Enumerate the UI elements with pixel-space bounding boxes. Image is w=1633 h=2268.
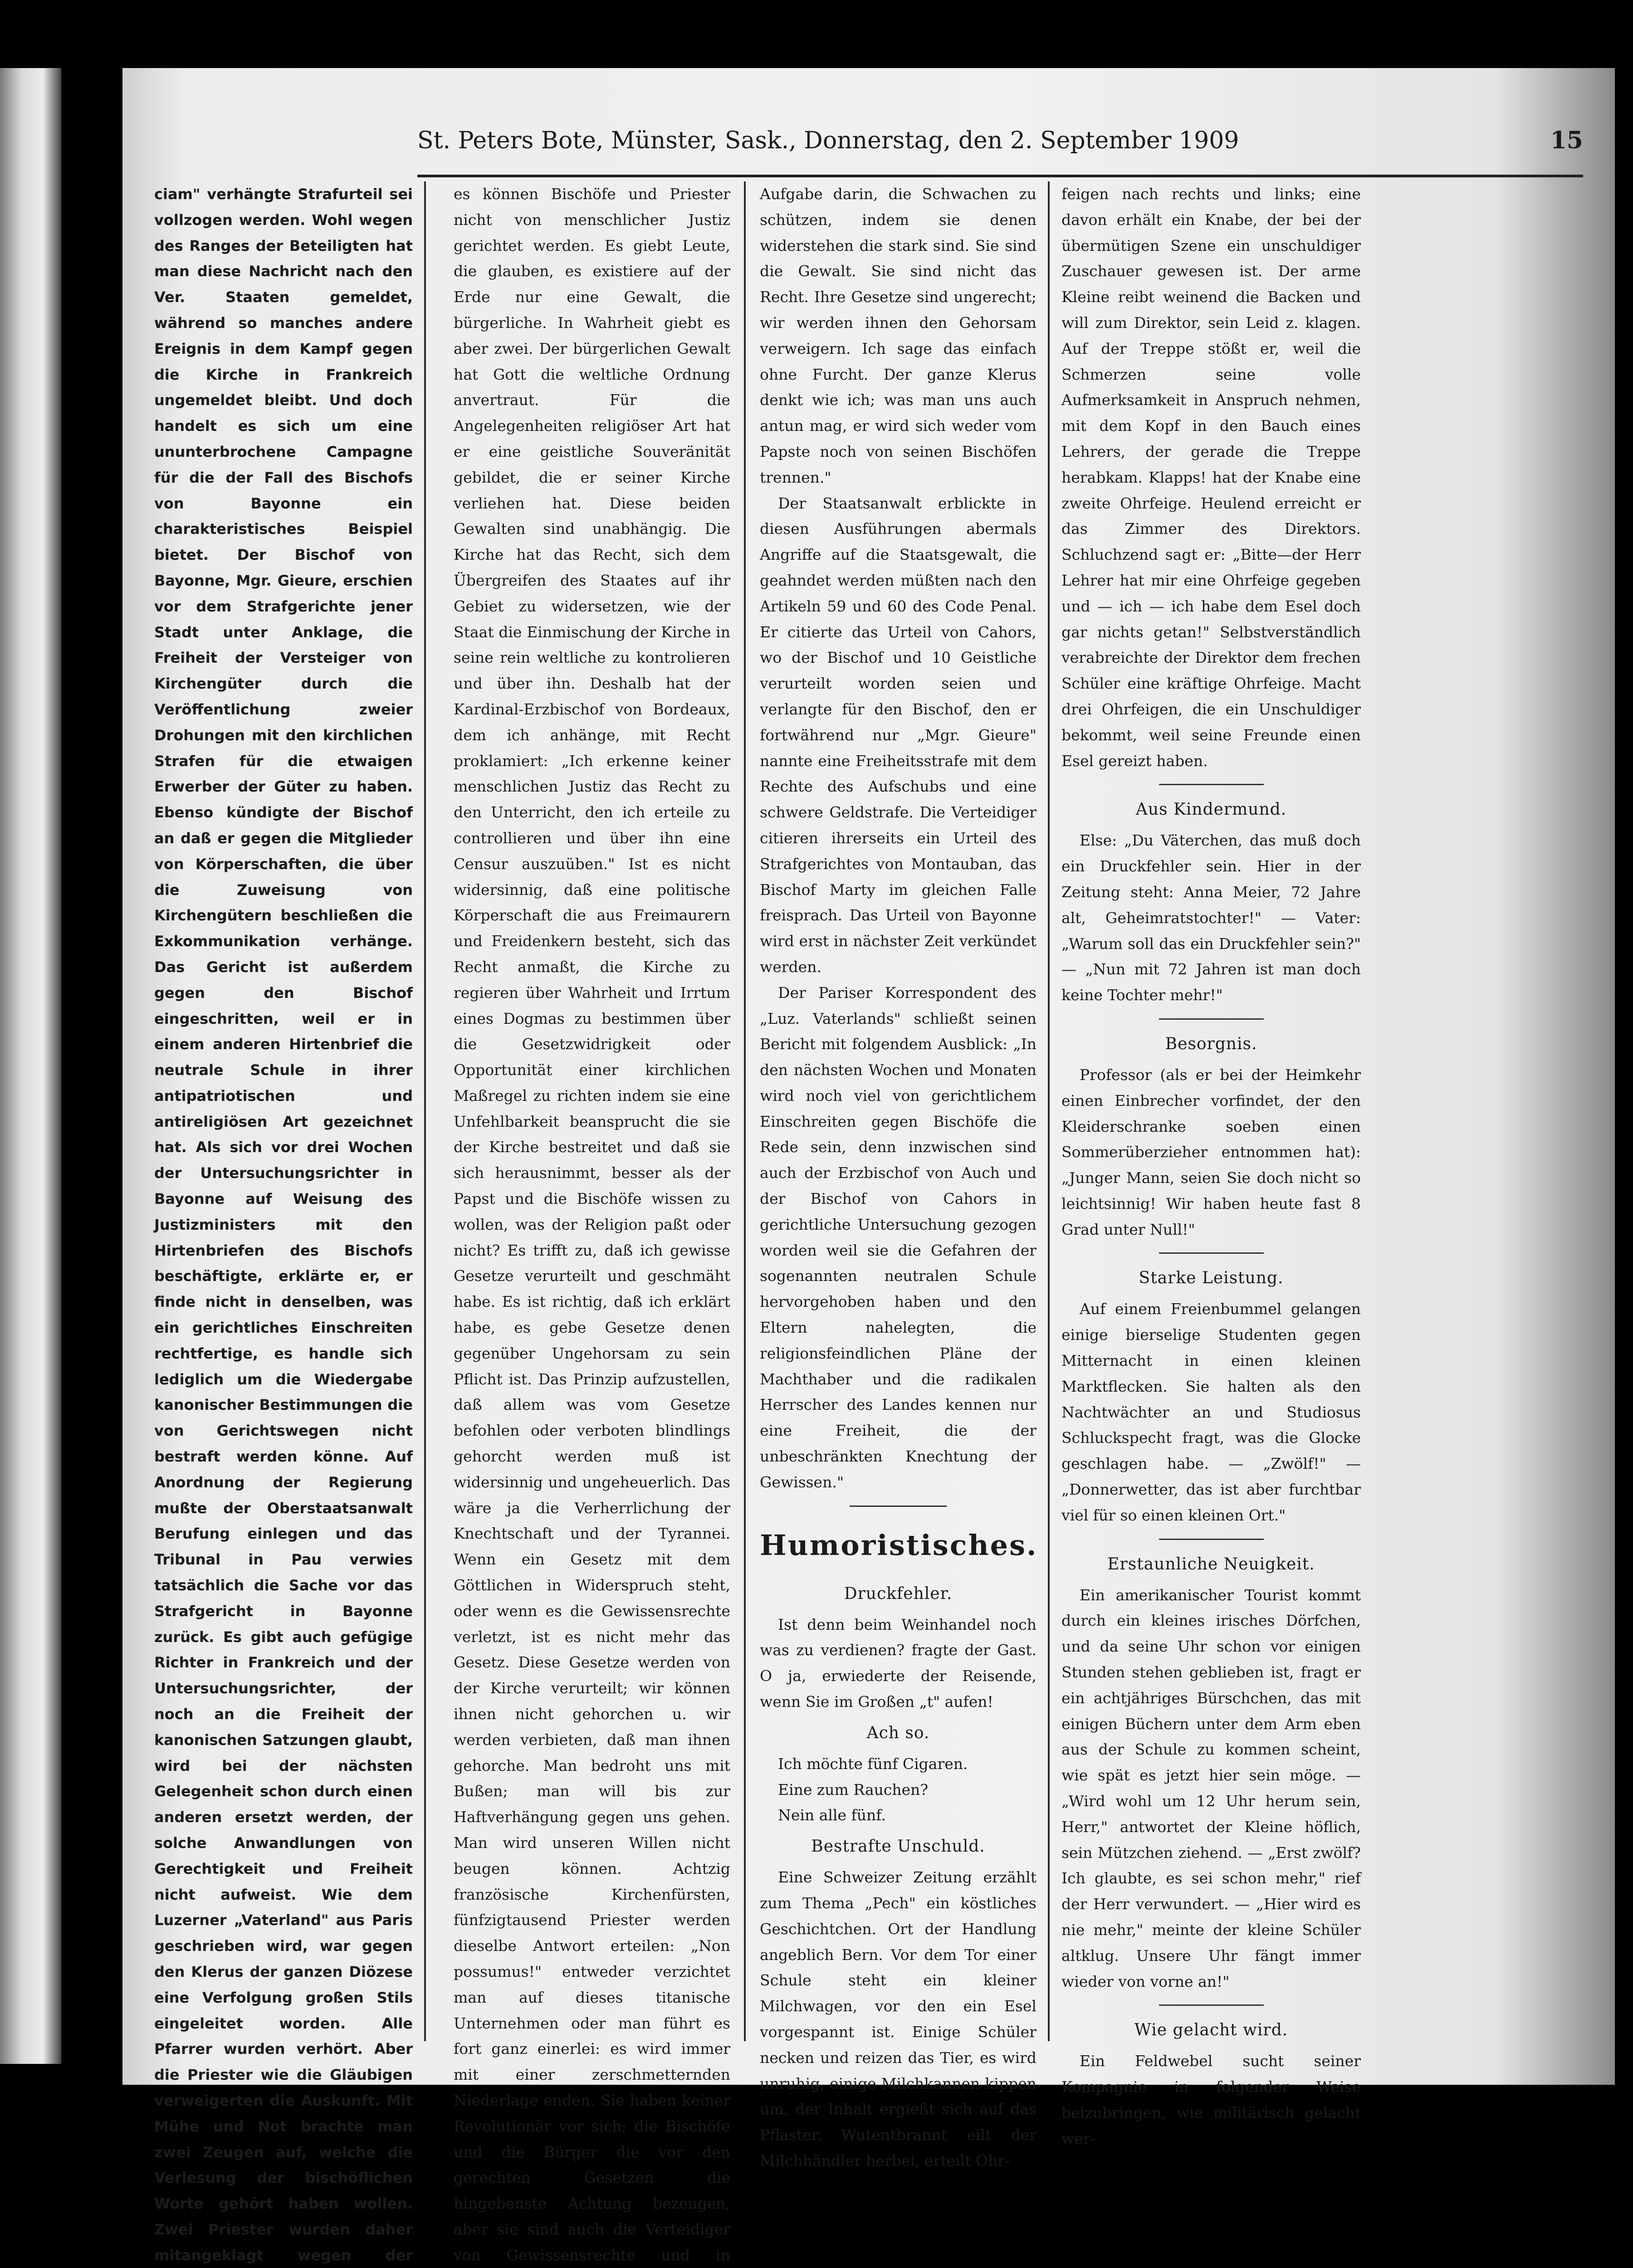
item-text: Auf einem Freienbummel gelangen einige bierselige Studenten gegen Mitternacht in einen kleinen Marktflecken. Sie halten als den Nachtwächter an und Studiosus Schluckspecht fragt, was die Glocke geschlagen habe. — „Zwölf!" — „Donnerwetter, das ist aber furchtbar viel für so einen kleinen Ort." [1061, 1300, 1361, 1524]
separator [1159, 2004, 1264, 2006]
separator [1159, 784, 1264, 785]
column-4 [1061, 181, 1361, 2147]
separator [1159, 1252, 1264, 1254]
article-text: Der Pariser Korrespondent des „Luz. Vaterlands" schließt seinen Bericht mit folgendem Ausblick: „In den nächsten Wochen und Monaten wird noch viel von gerichtlichem Einschreiten gegen Bischöfe die Rede sein, denn inzwischen sind auch der Erzbischof von Auch und der Bischof von Cahors in gerichtliche Untersuchung gezogen worden weil sie die Gefahren der sogenannten neutralen Schule hervorgehoben haben und den Eltern nahelegten, die religionsfeindlichen Pläne der Machthaber und die radikalen Herrscher des Landes kennen nur eine Freiheit, die der unbeschränkten Knechtung der Gewissen." [760, 983, 1037, 1491]
item-text: Else: „Du Väterchen, das muß doch ein Druckfehler sein. Hier in der Zeitung steht: Anna Meier, 72 Jahre alt, Geheimratstochter!" — Vater: „Warum soll das ein Druckfehler sein?" — „Nun mit 72 Jahren ist man doch keine Tochter mehr!" [1061, 831, 1361, 1004]
separator [850, 1505, 947, 1507]
item-heading: Aus Kindermund. [1135, 800, 1287, 819]
column-3 [760, 181, 1038, 2170]
column-2 [454, 181, 730, 2264]
item-text: Ist denn beim Weinhandel noch was zu verdienen? fragte der Gast. O ja, erwiederte der Reisende, wenn Sie im Großen „t" aufen! [760, 1615, 1037, 1711]
item-heading: Starke Leistung. [1139, 1269, 1284, 1288]
item-text: Eine Schweizer Zeitung erzählt zum Thema „Pech" ein köstliches Geschichtchen. Ort der Handlung angeblich Bern. Vor dem Tor einer Schule steht ein kleiner Milchwagen, vor den ein Esel vorgespannt ist. Einige Schüler necken und reizen das Tier, es wird unruhig, einige Milchkannen kippen um, der Inhalt ergießt sich auf das Pflaster. Wutentbrannt eilt der Milchhändler herbei, erteilt Ohr- [760, 1868, 1037, 2170]
separator [1159, 1018, 1264, 1020]
item-text: feigen nach rechts und links; eine davon erhält ein Knabe, der bei der übermütigen Szene ein unschuldiger Zuschauer gewesen ist. Der arme Kleine reibt weinend die Backen und will zum Direktor, sein Leid z. klagen. Auf der Treppe stößt er, weil die Schmerzen seine volle Aufmerksamkeit in Anspruch nehmen, mit dem Kopf in den Bauch eines Lehrers, der gerade die Treppe herabkam. Klapps! hat der Knabe eine zweite Ohrfeige. Heulend erreicht er das Zimmer des Direktors. Schluchzend sagt er: „Bitte—der Herr Lehrer hat mir eine Ohrfeige gegeben und — ich — ich habe dem Esel doch gar nichts getan!" Selbstverständlich verabreichte der Direktor dem frechen Schüler eine kräftige Ohrfeige. Macht drei Ohrfeigen, die ein Unschuldiger bekommt, weil seine Freunde einen Esel gereizt haben. [1061, 185, 1361, 770]
item-text: Nein alle fünf. [778, 1806, 886, 1824]
item-heading: Besorgnis. [1165, 1034, 1257, 1053]
page-number: 15 [1550, 127, 1583, 154]
item-text: Ein amerikanischer Tourist kommt durch ein kleines irisches Dörfchen, und da seine Uhr schon vor einigen Stunden stehen geblieben ist, fragt er ein achtjähriges Bürschchen, das mit einigen Büchern unter dem Arm eben aus der Schule zu kommen scheint, wie spät es jetzt hier sein möge. — „Wird wohl um 12 Uhr herum sein, Herr," antwortet der Kleine höflich, sein Mützchen ziehend. — „Erst zwölf? Ich glaubte, es sei schon mehr," rief der Herr verwundert. — „Hier wird es nie mehr," meinte der kleine Schüler altklug. Unsere Uhr fängt immer wieder von vorne an!" [1061, 1586, 1361, 1990]
item-text: Ein Feldwebel sucht seiner Kompagnie in folgender Weise beizubringen, wie militärisch gelacht wer- [1061, 2052, 1361, 2147]
item-heading: Erstaunliche Neuigkeit. [1107, 1554, 1315, 1574]
section-heading: Humoristisches. [760, 1528, 1038, 1562]
item-text: Professor (als er bei der Heimkehr einen Einbrecher vorfindet, der den Kleiderschranke soeben einen Sommerüberzieher entnommen hat): „Junger Mann, seien Sie doch nicht so leichtsinnig! Wir haben heute fast 8 Grad unter Null!" [1061, 1066, 1361, 1238]
article-text: ciam" verhängte Strafurteil sei vollzogen werden. Wohl wegen des Ranges der Beteiligten hat man diese Nachricht nach den Ver. Staaten gemeldet, während so manches andere Ereignis in dem Kampf gegen die Kirche in Frankreich ungemeldet bleibt. Und doch handelt es sich um eine ununterbrochene Campagne für die der Fall des Bischofs von Bayonne ein charakteristisches Beispiel bietet. Der Bischof von Bayonne, Mgr. Gieure, erschien vor dem Strafgerichte jener Stadt unter Anklage, die Freiheit der Versteiger von Kirchengüter durch die Veröffentlichung zweier Drohungen mit den kirchlichen Strafen für die etwaigen Erwerber der Güter zu haben. Ebenso kündigte der Bischof an daß er gegen die Mitglieder von Körperschaften, die über die Zuweisung von Kirchengütern beschließen die Exkommunikation verhänge. Das Gericht ist außerdem gegen den Bischof eingeschritten, weil er in einem anderen Hirtenbrief die neutrale Schule in ihrer antipatriotischen und antireligiösen Art gezeichnet hat. Als sich vor drei Wochen der Untersuchungsrichter in Bayonne auf Weisung des Justizministers mit den Hirtenbriefen des Bischofs beschäftigte, erklärte er, er finde nicht in denselben, was ein gerichtliches Einschreiten rechtfertige, es handle sich lediglich um die Wiedergabe kanonischer Bestimmungen die von Gerichtswegen nicht bestraft werden könne. Auf Anordnung der Regierung mußte der Oberstaatsanwalt Berufung einlegen und das Tribunal in Pau verwies tatsächlich die Sache vor das Strafgericht in Bayonne zurück. Es gibt auch gefügige Richter in Frankreich und der Untersuchungsrichter, der noch an die Freiheit der kanonischen Satzungen glaubt, wird bei der nächsten Gelegenheit schon durch einen anderen ersetzt werden, der solche Anwandlungen von Gerechtigkeit und Freiheit nicht aufweist. Wie dem Luzerner „Vaterland" aus Paris geschrieben wird, war gegen den Klerus der ganzen Diözese eine Verfolgung großen Stils eingeleitet worden. Alle Pfarrer wurden verhört. Aber die Priester wie die Gläubigen verweigerten die Auskunft. Mit Mühe und Not brachte man zwei Zeugen auf, welche die Verlesung der bischöflichen Worte gehört haben wollen. Zwei Priester wurden daher mitangeklagt wegen der [154, 186, 413, 2264]
item-heading: Wie gelacht wird. [1134, 2021, 1288, 2040]
item-text: Eine zum Rauchen? [778, 1780, 929, 1799]
newspaper-page [122, 68, 1615, 2264]
item-heading: Ach so. [866, 1723, 930, 1742]
column-rule [424, 181, 426, 2041]
page-header [417, 113, 1583, 168]
column-rule [1048, 181, 1050, 2041]
article-text: Aufgabe darin, die Schwachen zu schützen, indem sie denen widerstehen die stark sind. Sie sind die Gewalt. Sie sind nicht das Recht. Ihre Gesetze sind ungerecht; wir werden ihnen den Gehorsam verweigern. Ich sage das einfach ohne Furcht. Der ganze Klerus denkt wie ich; was man uns auch antun mag, er wird sich weder vom Papste noch von seinen Bischöfen trennen." [760, 185, 1037, 486]
facing-page-edge [0, 68, 61, 2064]
item-heading: Druckfehler. [844, 1584, 953, 1603]
column-rule [744, 181, 746, 2041]
masthead: St. Peters Bote, Münster, Sask., Donnerstag, den 2. September 1909 [417, 127, 1239, 154]
item-text: Ich möchte fünf Cigaren. [778, 1755, 968, 1773]
separator [1159, 1539, 1264, 1540]
item-heading: Bestrafte Unschuld. [811, 1837, 985, 1856]
header-rule [417, 175, 1583, 177]
column-1 [154, 181, 413, 2264]
article-text: es können Bischöfe und Priester nicht von menschlicher Justiz gerichtet werden. Es giebt Leute, die glauben, es existiere auf der Erde nur eine Gewalt, die bürgerliche. In Wahrheit giebt es aber zwei. Der bürgerlichen Gewalt hat Gott die weltliche Ordnung anvertraut. Für die Angelegenheiten religiöser Art hat er eine geistliche Souveränität gebildet, die er seiner Kirche verliehen hat. Diese beiden Gewalten sind unabhängig. Die Kirche hat das Recht, sich dem Übergreifen des Staates auf ihr Gebiet zu widersetzen, wie der Staat die Einmischung der Kirche in seine rein weltliche zu kontrolieren und über ihn. Deshalb hat der Kardinal-Erzbischof von Bordeaux, dem ich anhänge, mit Recht proklamiert: „Ich erkenne keiner menschlichen Justiz das Recht zu den Unterricht, den ich erteile zu controllieren und über ihn eine Censur auszuüben." Ist es nicht widersinnig, daß eine politische Körperschaft die aus Freimaurern und Freidenkern besteht, sich das Recht anmaßt, die Kirche zu regieren über Wahrheit und Irrtum eines Dogmas zu bestimmen über die Gesetzwidrigkeit oder Opportunität einer kirchlichen Maßregel zu richten indem sie eine Unfehlbarkeit beansprucht die sie der Kirche bestreitet und daß sie sich herausnimmt, besser als der Papst und die Bischöfe wissen zu wollen, was der Religion paßt oder nicht? Es trifft zu, daß ich gewisse Gesetze verurteilt und geschmäht habe. Es ist richtig, daß ich erklärt habe, es gebe Gesetze denen gegenüber Ungehorsam zu sein Pflicht ist. Das Prinzip aufzustellen, daß allem was vom Gesetze befohlen oder verboten blindlings gehorcht werden muß ist widersinnig und ungeheuerlich. Das wäre ja die Verherrlichung der Knechtschaft und der Tyrannei. Wenn ein Gesetz mit dem Göttlichen in Widerspruch steht, oder wenn es die Gewissensrechte verletzt, ist es nicht mehr das Gesetz. Diese Gesetze werden von der Kirche verurteilt; wir können ihnen nicht gehorchen u. wir werden verbieten, daß man ihnen gehorche. Man bedroht uns mit Bußen; man will bis zur Haftverhängung gegen uns gehen. Man wird unseren Willen nicht beugen können. Achtzig französische Kirchenfürsten, fünfzigtausend Priester werden dieselbe Antwort erteilen: „Non possumus!" entweder verzichtet man auf dieses titanische Unternehmen oder man führt es fort ganz einerlei: es wird immer mit einer zerschmetternden Niederlage enden. Sie haben keiner Revolutionär vor sich; die Bischöfe und die Bürger die vor den gerechten Gesetzen die hingebenste Achtung bezeugen, aber sie sind auch die Verteidiger von Gewissensrechte und in [454, 185, 730, 2264]
article-text: Der Staatsanwalt erblickte in diesen Ausführungen abermals Angriffe auf die Staatsgewalt, die geahndet werden müßten nach den Artikeln 59 und 60 des Code Penal. Er citierte das Urteil von Cahors, wo der Bischof und 10 Geistliche verurteilt worden seien und verlangte für den Bischof, den er fortwährend nur „Mgr. Gieure" nannte eine Freiheitsstrafe mit dem Rechte des Aufschubs und eine schwere Geldstrafe. Die Verteidiger citieren ihrerseits ein Urteil des Strafgerichtes von Montauban, das Bischof Marty im gleichen Falle freisprach. Das Urteil von Bayonne wird erst in nächster Zeit verkündet werden. [760, 494, 1037, 976]
